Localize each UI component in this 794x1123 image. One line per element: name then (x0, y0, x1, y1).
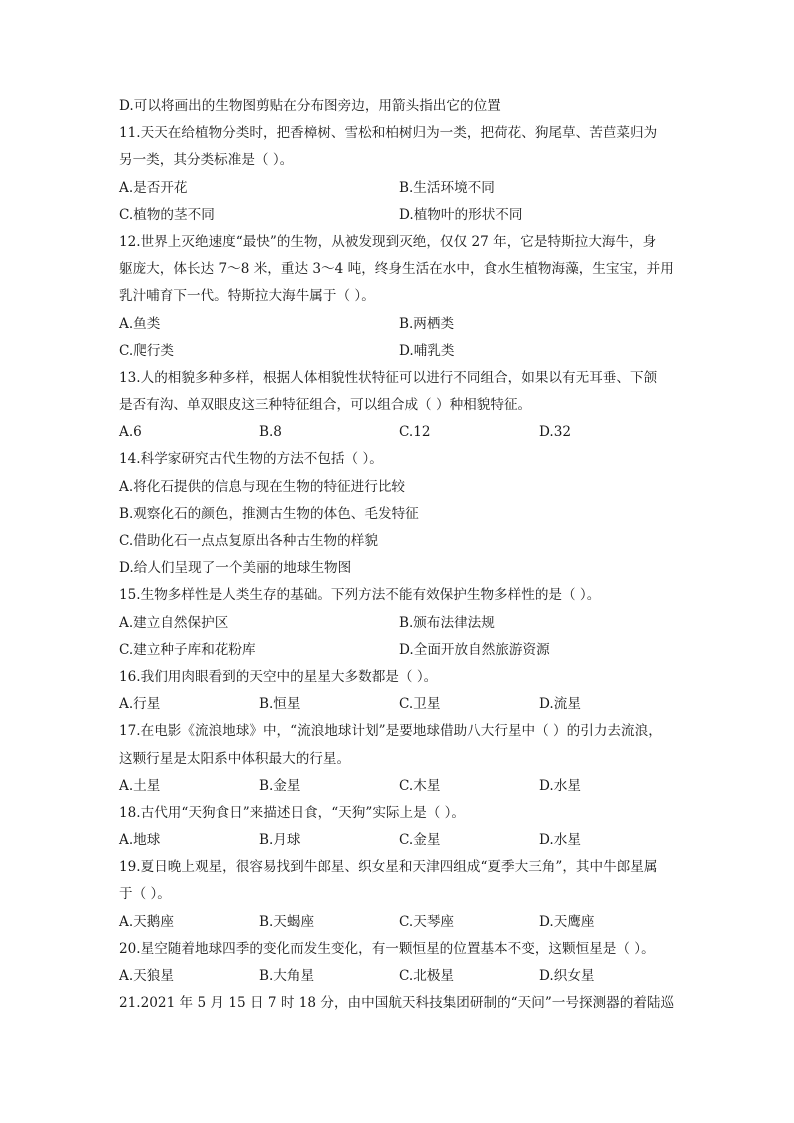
answer-option: B.恒星 (259, 696, 301, 713)
text-line: 21.2021 年 5 月 15 日 7 时 18 分，由中国航天科技集团研制的“天问”一号探测器的着陆巡 (119, 995, 675, 1012)
options-row (119, 773, 679, 800)
text-line: 14.科学家研究古代生物的方法不包括（ ）。 (119, 451, 383, 468)
answer-option: B.8 (259, 424, 282, 441)
answer-option: A.地球 (119, 832, 161, 849)
answer-option: D.32 (539, 424, 572, 441)
options-row (119, 637, 679, 664)
options-row (119, 338, 679, 365)
answer-option: A.是否开花 (119, 179, 188, 196)
answer-option: D.水星 (539, 832, 581, 849)
answer-option: D.植物叶的形状不同 (399, 206, 523, 223)
text-line: 18.古代用“天狗食日”来描述日食，“天狗”实际上是（ ）。 (119, 804, 465, 821)
options-row (119, 909, 679, 936)
answer-option: B.生活环境不同 (399, 179, 495, 196)
answer-option: C.天琴座 (399, 913, 455, 930)
text-line: 16.我们用肉眼看到的天空中的星星大多数都是（ ）。 (119, 668, 438, 685)
text-line: 躯庞大，体长达 7～8 米，重达 3～4 吨，终身生活在水中，食水生植物海藻，生宝宝，并用 (119, 261, 674, 278)
options-row (119, 202, 679, 229)
answer-option: B.颁布法律法规 (399, 614, 495, 631)
text-line: 这颗行星是太阳系中体积最大的行星。 (119, 750, 351, 767)
answer-option: B.月球 (259, 832, 301, 849)
answer-option: D.全面开放自然旅游资源 (399, 641, 550, 658)
text-line: 于（ ）。 (119, 886, 171, 903)
answer-option: A.天狼星 (119, 968, 174, 984)
text-line: 13.人的相貌多种多样，根据人体相貌性状特征可以进行不同组合，如果以有无耳垂、下颌 (119, 369, 658, 386)
answer-option: C.建立种子库和花粉库 (119, 641, 256, 658)
text-line: 15.生物多样性是人类生存的基础。下列方法不能有效保护生物多样性的是（ ）。 (119, 587, 601, 604)
text-line: 另一类，其分类标准是（ ）。 (119, 152, 294, 169)
text-line: A.将化石提供的信息与现在生物的特征进行比较 (119, 478, 406, 495)
options-row (119, 963, 679, 990)
answer-option: A.鱼类 (119, 315, 161, 332)
answer-option: C.12 (399, 424, 431, 441)
text-line: 20.星空随着地球四季的变化而发生变化，有一颗恒星的位置基本不变，这颗恒星是（ ）。 (119, 940, 655, 957)
text-line: 12.世界上灭绝速度“最快”的生物，从被发现到灭绝，仅仅 27 年，它是特斯拉大海牛，身 (119, 233, 657, 250)
options-row (119, 827, 679, 854)
answer-option: C.爬行类 (119, 342, 175, 359)
answer-option: B.两栖类 (399, 315, 455, 332)
answer-option: D.哺乳类 (399, 342, 455, 359)
text-line: 11.天天在给植物分类时，把香樟树、雪松和柏树归为一类，把荷花、狗尾草、苦苣菜归为 (119, 125, 658, 142)
answer-option: D.天鹰座 (539, 913, 595, 930)
text-line: D.给人们呈现了一个美丽的地球生物图 (119, 560, 352, 577)
answer-option: A.土星 (119, 777, 161, 794)
answer-option: D.织女星 (539, 968, 595, 984)
answer-option: D.流星 (539, 696, 581, 713)
text-line: C.借助化石一点点复原出各种古生物的样貌 (119, 533, 378, 549)
answer-option: B.金星 (259, 777, 301, 794)
text-line: 乳汁哺育下一代。特斯拉大海牛属于（ ）。 (119, 288, 375, 305)
answer-option: A.6 (119, 424, 142, 441)
options-row (119, 691, 679, 718)
options-row (119, 610, 679, 637)
text-line: 是否有沟、单双眼皮这三种特征组合，可以组合成（ ）种相貌特征。 (119, 397, 532, 414)
answer-option: B.天蝎座 (259, 913, 315, 930)
answer-option: C.木星 (399, 777, 441, 794)
answer-option: A.行星 (119, 696, 161, 713)
options-row (119, 419, 679, 446)
answer-option: C.金星 (399, 832, 441, 849)
answer-option: C.卫星 (399, 696, 441, 713)
question-text-block (119, 93, 679, 1017)
options-row (119, 311, 679, 338)
text-line: 19.夏日晚上观星，很容易找到牛郎星、织女星和天津四组成“夏季大三角”，其中牛郎星属 (119, 859, 658, 876)
answer-option: A.建立自然保护区 (119, 614, 229, 631)
text-line: 17.在电影《流浪地球》中，“流浪地球计划”是要地球借助八大行星中（ ）的引力去流浪， (119, 723, 662, 740)
answer-option: B.大角星 (259, 968, 315, 984)
answer-option: D.水星 (539, 777, 581, 794)
text-line: D.可以将画出的生物图剪贴在分布图旁边，用箭头指出它的位置 (119, 98, 501, 114)
answer-option: A.天鹅座 (119, 913, 174, 930)
answer-option: C.植物的茎不同 (119, 206, 215, 223)
answer-option: C.北极星 (399, 968, 455, 984)
text-line: B.观察化石的颜色，推测古生物的体色、毛发特征 (119, 505, 419, 522)
options-row (119, 175, 679, 202)
